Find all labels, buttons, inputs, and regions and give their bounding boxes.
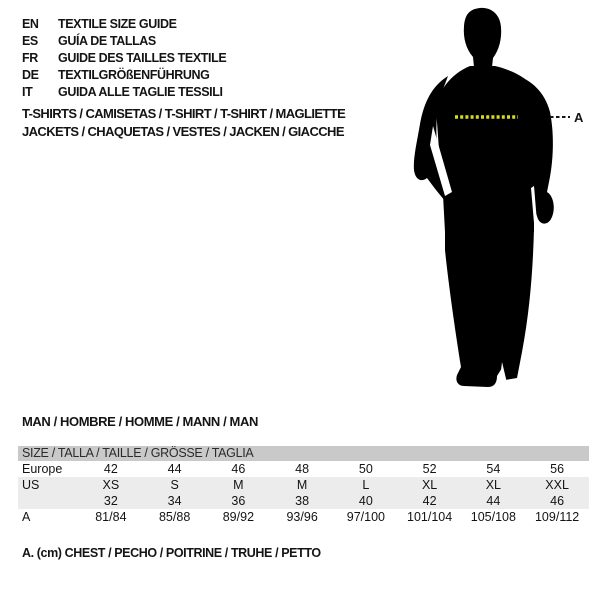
size-cell: 93/96 <box>286 510 318 524</box>
measure-label: A <box>574 110 584 125</box>
size-cell: M <box>296 478 308 492</box>
table-body <box>18 461 589 525</box>
language-label: TEXTILGRÖßENFÜHRUNG <box>58 68 210 82</box>
language-label: GUÍA DE TALLAS <box>58 34 156 48</box>
size-cell: 42 <box>422 494 437 508</box>
size-table <box>18 446 589 525</box>
row-label: A <box>22 510 31 524</box>
category-line: T-SHIRTS / CAMISETAS / T-SHIRT / T-SHIRT / MAGLIETTE <box>22 106 346 121</box>
footnote: A. (cm) CHEST / PECHO / POITRINE / TRUHE / PETTO <box>22 546 321 560</box>
size-cell: 56 <box>550 462 565 476</box>
language-label: TEXTILE SIZE GUIDE <box>58 17 177 31</box>
size-cell: 40 <box>358 494 373 508</box>
table-row <box>18 461 589 477</box>
category-line: JACKETS / CHAQUETAS / VESTES / JACKEN / GIACCHE <box>22 124 344 139</box>
size-cell: 48 <box>295 462 310 476</box>
section-title: MAN / HOMBRE / HOMME / MANN / MAN <box>22 414 258 429</box>
size-cell: 105/108 <box>470 510 516 524</box>
language-code: ES <box>22 34 38 48</box>
language-row <box>22 33 226 50</box>
size-cell: XL <box>485 478 502 492</box>
size-cell: 52 <box>422 462 437 476</box>
size-cell: S <box>170 478 179 492</box>
table-row <box>18 477 589 493</box>
row-label: Europe <box>22 462 63 476</box>
size-cell: XXL <box>545 478 569 492</box>
size-cell: 81/84 <box>95 510 127 524</box>
size-cell: L <box>362 478 370 492</box>
size-cell: 101/104 <box>407 510 453 524</box>
size-cell: 32 <box>103 494 118 508</box>
language-row <box>22 84 226 101</box>
row-label <box>18 493 79 509</box>
size-cell: 97/100 <box>346 510 385 524</box>
size-cell: 85/88 <box>158 510 191 524</box>
language-label: GUIDA ALLE TAGLIE TESSILI <box>58 85 223 99</box>
silhouette-legs <box>445 228 534 387</box>
language-code: EN <box>22 17 39 31</box>
size-cell: 46 <box>550 494 565 508</box>
language-row <box>22 67 226 84</box>
size-cell: XL <box>421 478 438 492</box>
language-label: GUIDE DES TAILLES TEXTILE <box>58 51 227 65</box>
language-row <box>22 50 226 67</box>
size-cell: 36 <box>231 494 246 508</box>
size-cell: 38 <box>295 494 310 508</box>
language-row <box>22 16 226 33</box>
language-code: DE <box>22 68 39 82</box>
language-list <box>22 16 226 101</box>
category-list <box>22 105 345 141</box>
size-cell: 54 <box>486 462 501 476</box>
size-cell: XS <box>102 478 120 492</box>
size-cell: 109/112 <box>534 510 580 524</box>
table-header: SIZE / TALLA / TAILLE / GRÖSSE / TAGLIA <box>18 446 589 461</box>
size-cell: 44 <box>486 494 501 508</box>
size-cell: M <box>233 478 244 492</box>
table-row <box>18 509 589 525</box>
size-cell: 46 <box>231 462 246 476</box>
language-code: IT <box>22 85 33 99</box>
table-row <box>18 493 589 509</box>
size-cell: 89/92 <box>222 510 255 524</box>
size-cell: 34 <box>167 494 182 508</box>
size-cell: 44 <box>167 462 182 476</box>
silhouette-head <box>464 8 501 67</box>
size-cell: 42 <box>103 462 118 476</box>
size-cell: 50 <box>358 462 373 476</box>
man-silhouette <box>400 0 600 400</box>
row-label: US <box>22 478 40 492</box>
language-code: FR <box>22 51 38 65</box>
